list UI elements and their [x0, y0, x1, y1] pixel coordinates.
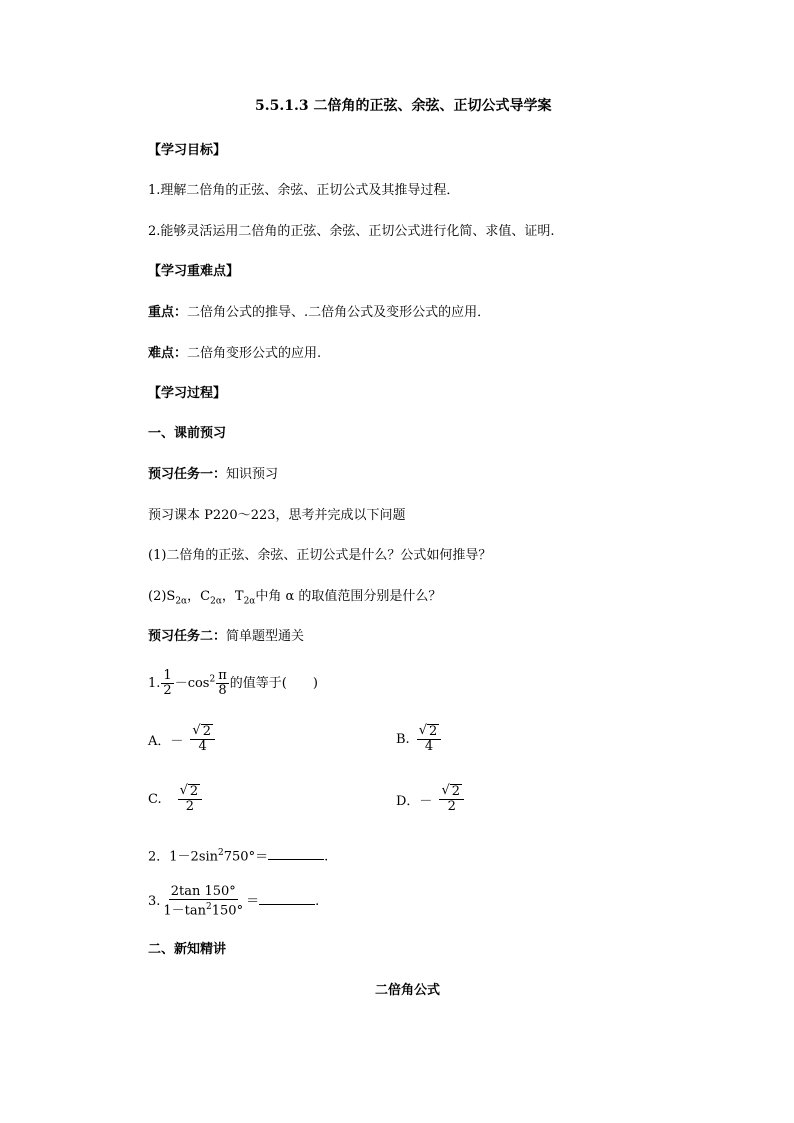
- answer-blank-3[interactable]: [259, 892, 315, 905]
- goals-heading: 【学习目标】: [148, 143, 227, 158]
- diff-text: 二倍角变形公式的应用.: [187, 346, 322, 361]
- difficult-point: [148, 346, 321, 362]
- goal-1: 1.理解二倍角的正弦、余弦、正切公式及其推导过程．: [148, 183, 460, 198]
- diff-label: 难点：: [148, 346, 188, 361]
- formula-title: 二倍角公式: [375, 983, 441, 998]
- task2: [148, 629, 304, 645]
- question-2: $(2)S_{2\alpha}$，$C_{2\alpha}$，$T_{2\alpha}$中角 α 的取值范围分别是什么？: [148, 589, 442, 607]
- problem-3: 3. $\frac{2\tan 150^\circ}{1-\tan^2150^\circ}$ ＝ .: [148, 884, 320, 919]
- problem-1: 1. $\frac{1}{2}$ $-\cos^2$ $\frac{\pi}{8}$ 的值等于( ): [148, 668, 318, 698]
- option-c[interactable]: C. √ 2 2: [148, 784, 203, 814]
- key-point: [148, 305, 490, 321]
- key-text: 二倍角公式的推导、.二倍角公式及变形公式的应用．: [187, 305, 491, 320]
- task1: [148, 467, 278, 483]
- task1-label: 预习任务一：: [148, 467, 227, 482]
- goal-2: 2.能够灵活运用二倍角的正弦、余弦、正切公式进行化简、求值、证明.: [148, 224, 555, 239]
- task2-text: 简单题型通关: [226, 629, 305, 644]
- part1-heading: 一、课前预习: [148, 426, 227, 441]
- key-heading: 【学习重难点】: [148, 264, 240, 279]
- option-d[interactable]: D．－ √ 2 2: [396, 784, 465, 814]
- option-a[interactable]: A．－ √ 2 4: [148, 724, 216, 754]
- part2-heading: 二、新知精讲: [148, 942, 227, 957]
- question-1: (1)二倍角的正弦、余弦、正切公式是什么？公式如何推导？: [148, 548, 492, 563]
- task2-label: 预习任务二：: [148, 629, 227, 644]
- task1-text: 知识预习: [226, 467, 279, 482]
- task1-desc: 预习课本 P220～223，思考并完成以下问题: [148, 508, 406, 523]
- page-title: 5.5.1.3 二倍角的正弦、余弦、正切公式导学案: [255, 98, 552, 114]
- problem-2: 2．$1-2\sin^2750^\circ=$ .: [148, 848, 329, 865]
- answer-blank-2[interactable]: [268, 847, 324, 860]
- key-label: 重点：: [148, 305, 188, 320]
- option-b[interactable]: B. √ 2 4: [396, 724, 442, 754]
- process-heading: 【学习过程】: [148, 386, 227, 401]
